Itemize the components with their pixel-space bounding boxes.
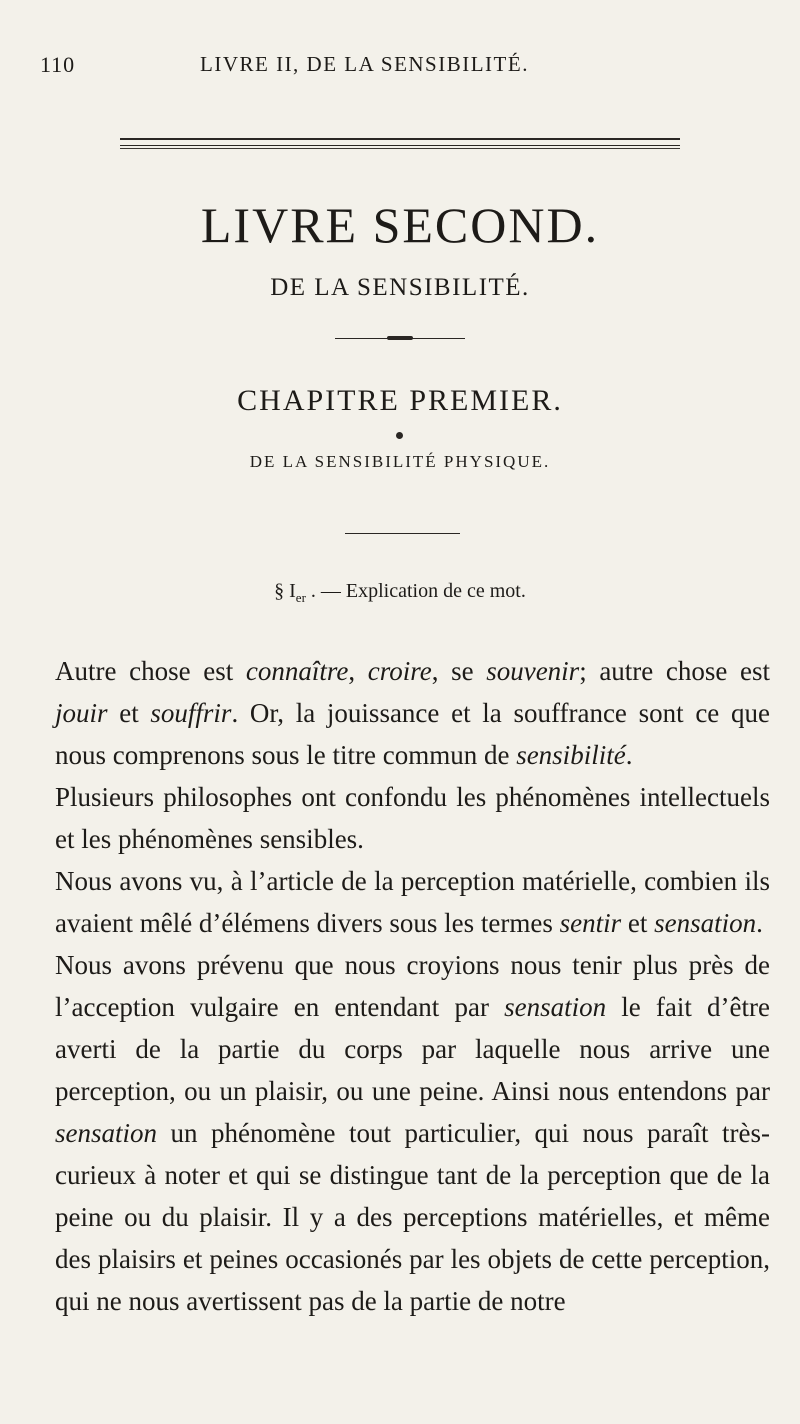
text-run: . xyxy=(756,908,763,938)
text-run: , se xyxy=(431,656,487,686)
italic-term: sensibilité xyxy=(516,740,626,770)
ornament-rule xyxy=(335,338,465,339)
text-run: et xyxy=(107,698,151,728)
section-mark: § xyxy=(274,580,285,602)
section-number-suffix: er xyxy=(295,590,306,605)
chapter-subtitle: DE LA SENSIBILITÉ PHYSIQUE. xyxy=(249,452,551,471)
section-heading xyxy=(0,580,800,606)
header-rule xyxy=(120,138,680,146)
running-title: LIVRE II, DE LA SENSIBILITÉ. xyxy=(200,52,529,76)
chapter-title: CHAPITRE PREMIER. xyxy=(237,384,563,417)
text-run: . Or, la jouissance et la souffrance sont ce que nous comprenons sous le titre commun de xyxy=(55,698,770,770)
book-subtitle: DE LA SENSIBILITÉ. xyxy=(270,274,530,301)
body-text xyxy=(55,650,770,1322)
text-run: , xyxy=(348,656,368,686)
page-number: 110 xyxy=(40,52,76,77)
text-run: Nous avons vu, à l’article de la perception matérielle, combien ils avaient mêlé d’élémens divers sous les termes xyxy=(55,866,770,938)
text-run: un phénomène tout particulier, qui nous paraît très-curieux à noter et qui se distingue tant de la perception que de la peine ou du plaisir. Il y a des perceptions matérielles, et même des plaisirs et peines occasionés par les objets de cette perception, qui ne nous avertissent pas de la partie de notre xyxy=(55,1118,770,1316)
text-run: Nous avons prévenu que nous croyions nous tenir plus près de l’acception vulgaire en entendant par xyxy=(55,950,770,1022)
italic-term: jouir xyxy=(55,698,108,728)
text-run: Autre chose est xyxy=(55,656,246,686)
text-run: et xyxy=(621,908,655,938)
text-run: . xyxy=(625,740,633,770)
section-title: . — Explication de ce mot. xyxy=(310,580,526,602)
italic-term: croire xyxy=(367,656,432,686)
paragraph xyxy=(55,776,770,860)
italic-term: sensation xyxy=(654,908,757,938)
italic-term: souvenir xyxy=(486,656,580,686)
italic-term: sentir xyxy=(559,908,622,938)
text-run: ; autre chose est xyxy=(579,656,771,686)
running-head xyxy=(40,52,760,82)
italic-term: souffrir xyxy=(150,698,232,728)
book-title: LIVRE SECOND. xyxy=(200,197,600,253)
paragraph xyxy=(55,650,770,776)
section-rule xyxy=(345,533,460,534)
italic-term: sensation xyxy=(504,992,607,1022)
paragraph xyxy=(55,944,770,1322)
text-run: le fait d’être averti de la partie du corps par laquelle nous arrive une perception, ou un plaisir, ou une peine. Ainsi nous entendons par xyxy=(55,992,770,1106)
ornament-dot xyxy=(396,432,403,439)
italic-term: sensation xyxy=(55,1118,158,1148)
text-run: Plusieurs philosophes ont confondu les phénomènes intellectuels et les phénomènes sensibles. xyxy=(55,782,770,854)
section-number: I xyxy=(289,580,296,602)
italic-term: connaître xyxy=(245,656,349,686)
paragraph xyxy=(55,860,770,944)
